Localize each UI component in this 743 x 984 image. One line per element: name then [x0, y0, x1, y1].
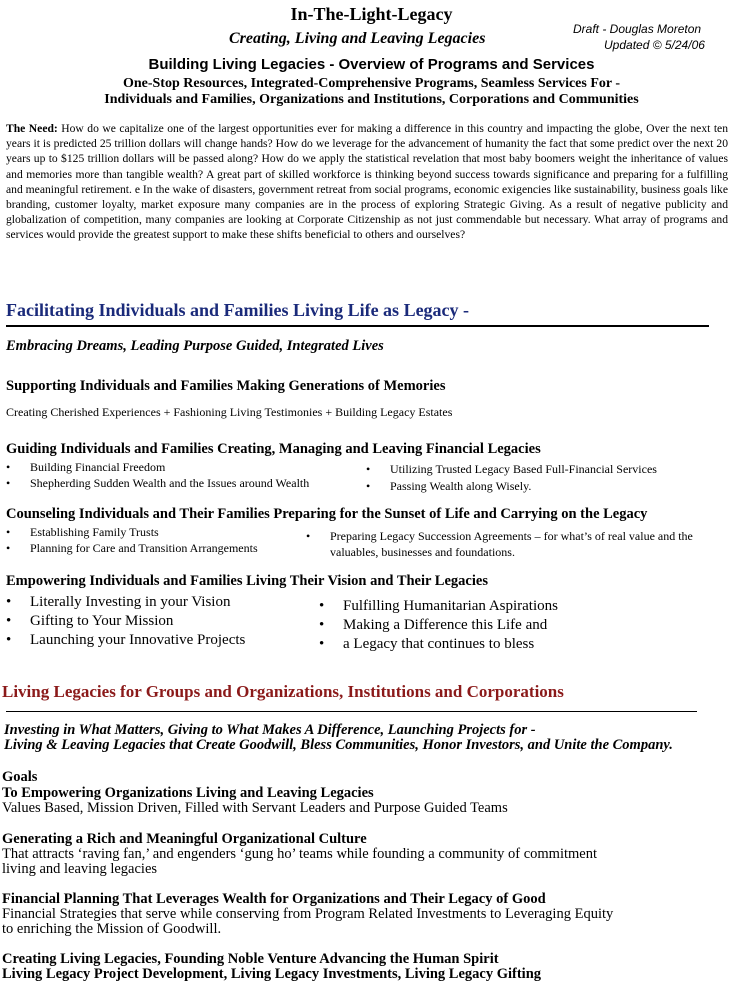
empowering-right-item: • a Legacy that continues to bless [343, 636, 534, 653]
section2-tagline-line-2: Living & Leaving Legacies that Create Goodwill, Bless Communities, Honor Investors, and Unite the Company. [4, 737, 673, 753]
goals-title: To Empowering Organizations Living and Leaving Legacies [2, 785, 374, 801]
overview-heading: Building Living Legacies - Overview of Programs and Services [148, 56, 595, 73]
section2-heading: Living Legacies for Groups and Organizations, Institutions and Corporations [2, 682, 564, 701]
finance-text-line-1: Financial Strategies that serve while conserving from Program Related Investments to Leveraging Equity [2, 906, 614, 922]
goals-text: Values Based, Mission Driven, Filled with Servant Leaders and Purpose Guided Teams [2, 800, 508, 816]
section2-divider [6, 711, 697, 712]
document-subtitle: Creating, Living and Leaving Legacies [229, 30, 486, 47]
tagline-line-1: One-Stop Resources, Integrated-Comprehensive Programs, Seamless Services For - [122, 76, 621, 91]
supporting-text: Creating Cherished Experiences + Fashioning Living Testimonies + Building Legacy Estates [6, 405, 453, 419]
creating-title-line-2: Living Legacy Project Development, Living Legacy Investments, Living Legacy Gifting [2, 966, 542, 982]
counseling-left-item: • Establishing Family Trusts [30, 525, 159, 540]
section1-heading: Facilitating Individuals and Families Living Life as Legacy - [6, 300, 470, 320]
supporting-title: Supporting Individuals and Families Making Generations of Memories [6, 378, 446, 394]
section2-tagline-line-1: Investing in What Matters, Giving to What Makes A Difference, Launching Projects for - [4, 722, 536, 738]
guiding-title: Guiding Individuals and Families Creating, Managing and Leaving Financial Legacies [6, 441, 541, 457]
empowering-right-item: • Making a Difference this Life and [343, 617, 547, 634]
counseling-left-item: • Planning for Care and Transition Arrangements [30, 541, 258, 556]
section1-tagline: Embracing Dreams, Leading Purpose Guided, Integrated Lives [6, 338, 384, 354]
tagline-line-2: Individuals and Families, Organizations and Institutions, Corporations and Communities [104, 92, 639, 107]
guiding-right-item: • Passing Wealth along Wisely. [390, 479, 531, 494]
counseling-right-item-cont: valuables, businesses and foundations. [330, 545, 515, 559]
culture-text-line-2: living and leaving legacies [2, 861, 158, 877]
counseling-title: Counseling Individuals and Their Families Preparing for the Sunset of Life and Carrying on the Legacy [6, 506, 648, 522]
need-text: How do we capitalize one of the largest opportunities ever for making a difference in this country and impacting the globe, Over the next ten years it is predicted 25 trillion dollars will change hands? How do we leverage for the advancement of humanity the fact that some predict over the next 20 years up to $125 trillion dollars will be passed along? How do we apply the statistical revelation that most baby boomers weight the inheritance of values and memories more than tangible wealth? A great part of skilled workforce is thinking beyond success towards significance and preparing for a fulfilling and meaningful retirement. e In the wake of disasters, government retreat from social programs, economic exigencies like sustainability, business goals like branding, customer loyalty, market exposure many companies are in the process of exploring Strategic Giving. As a result of negative publicity and globalization of competition, many companies are looking at Corporate Citizenship as not just commendable but necessary. What array of programs and services would provide the greatest support to make these shifts beneficial to others and ourselves? [6, 122, 728, 242]
culture-text-line-1: That attracts ‘raving fan,’ and engenders ‘gung ho’ teams while founding a community of commitment [2, 846, 597, 862]
empowering-left-item: • Literally Investing in your Vision [30, 594, 230, 611]
culture-title: Generating a Rich and Meaningful Organizational Culture [2, 831, 367, 847]
updated-date: Updated © 5/24/06 [604, 38, 705, 52]
guiding-left-item: • Building Financial Freedom [30, 460, 165, 475]
finance-title: Financial Planning That Leverages Wealth for Organizations and Their Legacy of Good [2, 891, 546, 907]
empowering-title: Empowering Individuals and Families Living Their Vision and Their Legacies [6, 573, 488, 589]
empowering-right-item: • Fulfilling Humanitarian Aspirations [343, 598, 558, 615]
guiding-left-item: • Shepherding Sudden Wealth and the Issues around Wealth [30, 476, 309, 491]
draft-author: Draft - Douglas Moreton [573, 22, 702, 36]
creating-title-line-1: Creating Living Legacies, Founding Noble Venture Advancing the Human Spirit [2, 951, 499, 967]
goals-label: Goals [2, 769, 38, 785]
document-title: In-The-Light-Legacy [290, 4, 453, 24]
counseling-right-item: • Preparing Legacy Succession Agreements – for what’s of real value and the [330, 529, 693, 544]
empowering-left-item: • Launching your Innovative Projects [30, 632, 245, 649]
guiding-right-item: • Utilizing Trusted Legacy Based Full-Financial Services [390, 462, 657, 477]
empowering-left-item: • Gifting to Your Mission [30, 613, 173, 630]
need-paragraph [6, 121, 728, 243]
finance-text-line-2: to enriching the Mission of Goodwill. [2, 921, 222, 937]
need-label: The Need: [6, 122, 58, 135]
section1-divider [6, 325, 709, 327]
